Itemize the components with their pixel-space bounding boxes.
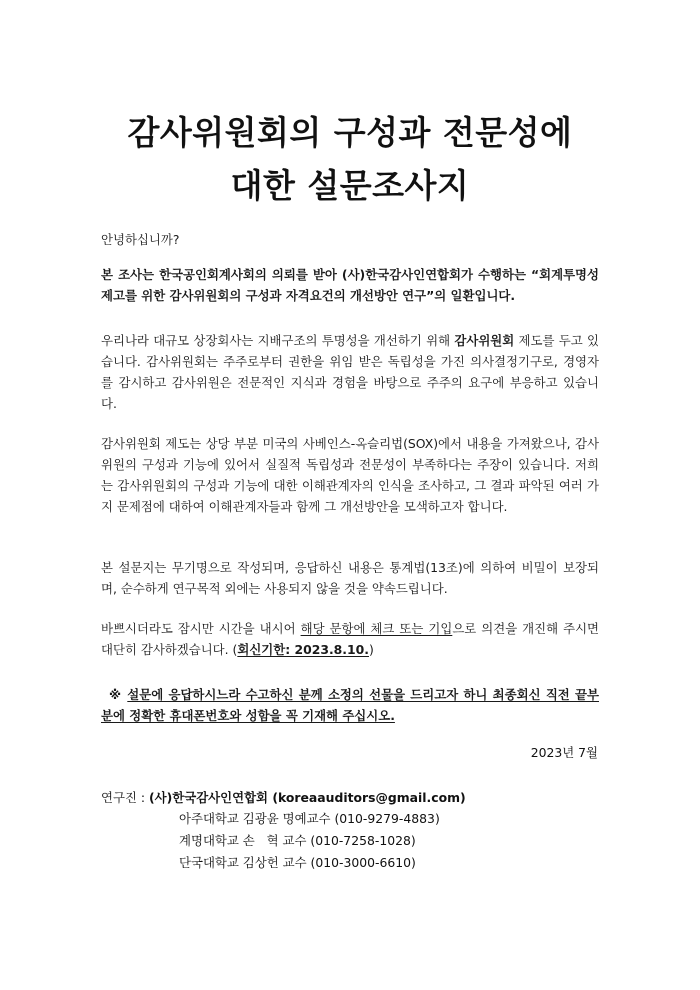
background-text-before: 우리나라 대규모 상장회사는 지배구조의 투명성을 개선하기 위해	[101, 333, 455, 348]
request-paragraph	[101, 618, 599, 660]
intro-paragraph: 본 조사는 한국공인회계사회의 의뢰를 받아 (사)한국감사인연합회가 수행하는 “회계투명성 제고를 위한 감사위원회의 구성과 자격요건의 개선방안 연구”의 일환입니다.	[101, 267, 599, 303]
researcher-entry: 아주대학교 김광윤 명예교수 (010-9279-4883)	[179, 811, 440, 826]
gift-notice	[101, 684, 599, 726]
document-title-line2: 대한 설문조사지	[230, 166, 470, 205]
researcher-entry: 계명대학교 손 혁 교수 (010-7258-1028)	[179, 833, 416, 848]
background-paragraph	[101, 330, 599, 414]
gift-notice-text: 설문에 응답하시느라 수고하신 분께 소정의 선물을 드리고자 하니 최종회신 직전 끝부분에 정확한 휴대폰번호와 성함을 꼭 기재해 주십시오.	[101, 687, 599, 723]
purpose-paragraph: 감사위원회 제도는 상당 부분 미국의 사베인스-옥슬리법(SOX)에서 내용을 가져왔으나, 감사위원의 구성과 기능에 있어서 실질적 독립성과 전문성이 부족하다는 주장이 있습니다. 저희는 감사위원회의 구성과 기능에 대한 이해관계자의 인식을 조사하고, 그 결과 파악된 여러 가지 문제점에 대하여 이해관계자들과 함께 그 개선방안을 모색하고자 합니다.	[101, 436, 599, 514]
request-text-part2: 으로 의견을 개진해 주시면 대단히 감사하겠습니다. (	[101, 621, 600, 657]
confidentiality-paragraph: 본 설문지는 무기명으로 작성되며, 응답하신 내용은 통계법(13조)에 의하여 비밀이 보장되며, 순수하게 연구목적 외에는 사용되지 않을 것을 약속드립니다.	[101, 560, 599, 596]
audit-committee-keyword: 감사위원회	[454, 333, 515, 348]
greeting-text: 안녕하십니까?	[101, 232, 180, 247]
notice-mark-icon: ※	[109, 687, 123, 702]
research-team-label: 연구진 :	[101, 790, 149, 805]
request-text-part3: )	[368, 642, 374, 657]
check-or-write-instruction: 해당 문항에 체크 또는 기입	[300, 621, 453, 636]
request-text-part1: 바쁘시더라도 잠시만 시간을 내시어	[101, 621, 301, 636]
research-team	[101, 788, 466, 806]
researcher-entry: 단국대학교 김상헌 교수 (010-3000-6610)	[179, 855, 416, 870]
document-title-line1: 감사위원회의 구성과 전문성에	[127, 113, 573, 152]
document-date: 2023년 7월	[530, 745, 598, 760]
reply-deadline: 회신기한: 2023.8.10.	[237, 642, 369, 657]
research-organization: (사)한국감사인연합회 (koreaauditors@gmail.com)	[148, 790, 466, 805]
background-text-after: 제도를 두고 있습니다. 감사위원회는 주주로부터 권한을 위임 받은 독립성을 가진 의사결정기구로, 경영자를 감시하고 감사위원은 전문적인 지식과 경험을 바탕으로 주주의 요구에 부응하고 있습니다.	[101, 333, 599, 411]
